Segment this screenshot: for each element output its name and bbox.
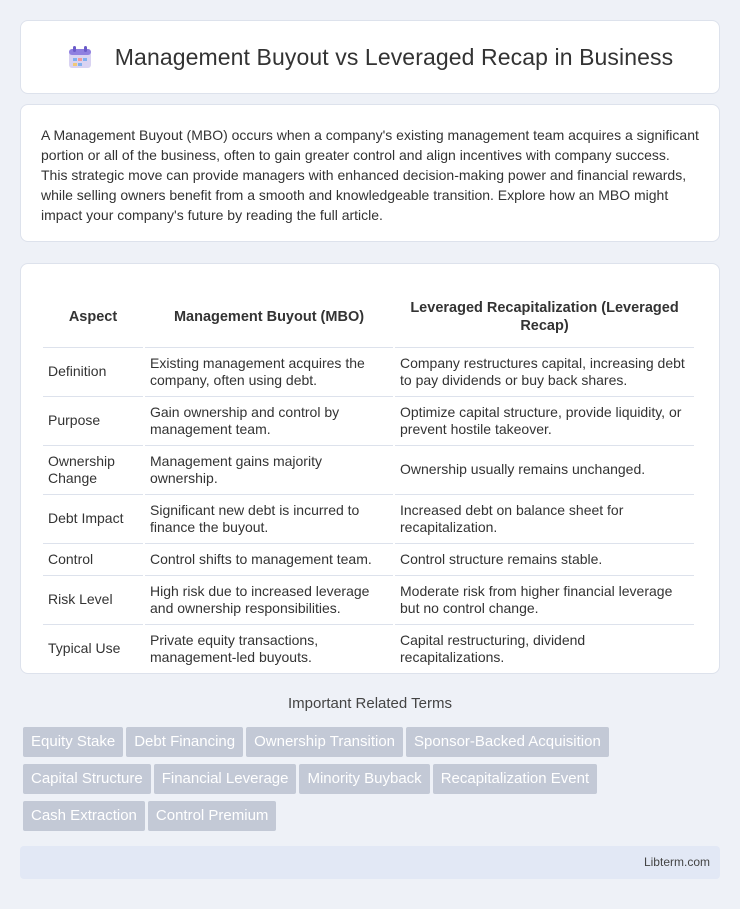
table-cell-mbo: Private equity transactions, management-led buyouts. [145, 625, 393, 674]
table-row [43, 495, 694, 544]
footer [20, 846, 720, 879]
related-terms-title: Important Related Terms [288, 695, 452, 712]
intro-text: A Management Buyout (MBO) occurs when a company's existing management team acquires a significant portion or all of the business, often to gain greater control and align incentives with company success. This strategic move can provide managers with enhanced decision-making power and financial rewards, while selling owners benefit from a smooth and knowledgeable transition. Explore how an MBO might impact your company's future by reading the full article. [41, 127, 699, 223]
table-row [43, 446, 694, 495]
table-cell-aspect: Risk Level [43, 576, 143, 625]
table-header-row [43, 286, 694, 348]
table-cell-aspect: Definition [43, 348, 143, 397]
comparison-table [41, 286, 696, 674]
table-cell-mbo: Existing management acquires the company, often using debt. [145, 348, 393, 397]
table-row [43, 544, 694, 576]
table-cell-mbo: Gain ownership and control by management team. [145, 397, 393, 446]
table-cell-recap: Ownership usually remains unchanged. [395, 446, 694, 495]
related-term-tag[interactable]: Sponsor-Backed Acquisition [406, 727, 609, 757]
related-term-tag[interactable]: Equity Stake [23, 727, 123, 757]
related-term-tag[interactable]: Debt Financing [126, 727, 243, 757]
table-row [43, 397, 694, 446]
table-cell-mbo: Management gains majority ownership. [145, 446, 393, 495]
related-term-tag[interactable]: Control Premium [148, 801, 277, 831]
column-header-mbo: Management Buyout (MBO) [145, 286, 393, 348]
table-cell-aspect: Control [43, 544, 143, 576]
table-cell-aspect: Typical Use [43, 625, 143, 674]
related-terms-list [23, 727, 723, 838]
table-cell-aspect: Ownership Change [43, 446, 143, 495]
related-term-tag[interactable]: Minority Buyback [299, 764, 429, 794]
table-cell-recap: Control structure remains stable. [395, 544, 694, 576]
table-row [43, 348, 694, 397]
table-cell-recap: Moderate risk from higher financial leverage but no control change. [395, 576, 694, 625]
table-row [43, 576, 694, 625]
table-cell-mbo: Significant new debt is incurred to finance the buyout. [145, 495, 393, 544]
page-title: Management Buyout vs Leveraged Recap in Business [114, 43, 674, 70]
column-header-aspect: Aspect [43, 286, 143, 348]
page-header [20, 20, 720, 94]
table-cell-mbo: High risk due to increased leverage and ownership responsibilities. [145, 576, 393, 625]
related-term-tag[interactable]: Financial Leverage [154, 764, 297, 794]
table-cell-aspect: Purpose [43, 397, 143, 446]
table-cell-mbo: Control shifts to management team. [145, 544, 393, 576]
related-term-tag[interactable]: Recapitalization Event [433, 764, 597, 794]
table-cell-recap: Capital restructuring, dividend recapitalizations. [395, 625, 694, 674]
comparison-card [20, 263, 720, 674]
table-cell-recap: Increased debt on balance sheet for recapitalization. [395, 495, 694, 544]
table-cell-recap: Optimize capital structure, provide liquidity, or prevent hostile takeover. [395, 397, 694, 446]
calendar-icon [67, 44, 93, 70]
column-header-recap: Leveraged Recapitalization (Leveraged Recap) [395, 286, 694, 348]
footer-brand-link[interactable]: Libterm.com [643, 855, 710, 869]
related-term-tag[interactable]: Cash Extraction [23, 801, 145, 831]
related-term-tag[interactable]: Capital Structure [23, 764, 151, 794]
table-cell-recap: Company restructures capital, increasing debt to pay dividends or buy back shares. [395, 348, 694, 397]
table-cell-aspect: Debt Impact [43, 495, 143, 544]
related-term-tag[interactable]: Ownership Transition [246, 727, 403, 757]
table-row [43, 625, 694, 674]
intro-card [20, 104, 720, 242]
